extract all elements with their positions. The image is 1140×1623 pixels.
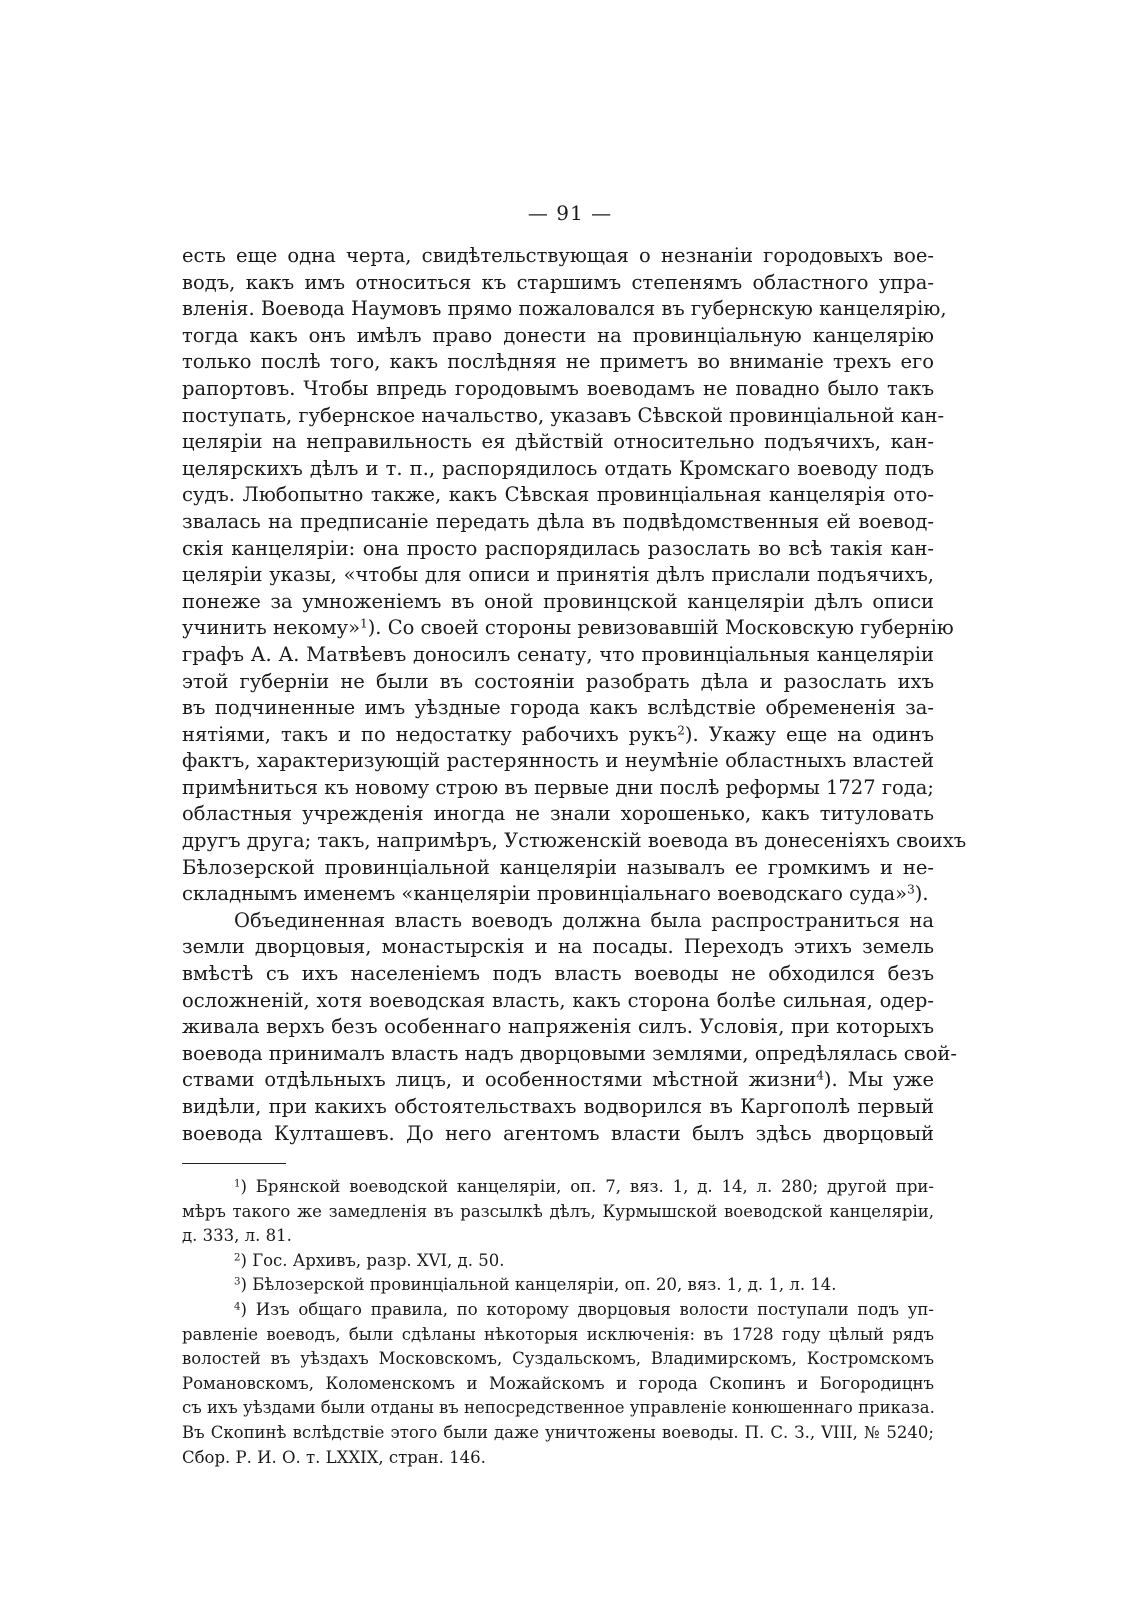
body-line: водъ, какъ имъ относиться къ старшимъ степенямъ областного упра-: [182, 270, 934, 294]
footnote-line: $^4$) Изъ общаго правила, по которому дворцовыя волости поступали подъ уп-: [234, 1299, 934, 1319]
footnote-line: $^3$) Бѣлозерской провинціальной канцеляріи, оп. 20, вяз. 1, д. 1, л. 14.: [234, 1275, 837, 1295]
footnote-number: 1: [234, 1178, 241, 1190]
body-line: видѣли, при какихъ обстоятельствахъ водворился въ Каргополѣ первый: [182, 1095, 934, 1118]
body-line: этой губерніи не были въ состояніи разобрать дѣла и разослать ихъ: [182, 669, 934, 693]
body-line: вмѣстѣ съ ихъ населеніемъ подъ власть воеводы не обходился безъ: [182, 962, 934, 986]
body-line: воевода принималъ власть надъ дворцовыми землями, опредѣлялась свой-: [182, 1041, 957, 1065]
body-line: скія канцеляріи: она просто распорядилась разослать во всѣ такія кан-: [182, 536, 934, 560]
body-line: вленія. Воевода Наумовъ прямо пожаловался въ губернскую канцелярію,: [182, 297, 947, 321]
body-line: рапортовъ. Чтобы впредь городовымъ воеводамъ не повадно было такъ: [182, 376, 934, 400]
body-line: тогда какъ онъ имѣлъ право донести на провинціальную канцелярію: [182, 323, 934, 347]
footnote-line: мѣръ такого же замедленія въ разсылкѣ дѣлъ, Курмышской воеводской канцеляріи,: [182, 1201, 934, 1221]
body-line: целярскихъ дѣлъ и т. п., распорядилось отдать Кромскаго воеводу подъ: [182, 456, 934, 480]
body-line: другъ друга; такъ, напримѣръ, Устюженскій воевода въ донесеніяхъ своихъ: [182, 829, 967, 853]
body-line: учинить некому»$^1$). Со своей стороны ревизовавшій Московскую губернію: [182, 616, 954, 640]
body-line: складнымъ именемъ «канцеляріи провинціальнаго воеводскаго суда»$^3$).: [182, 882, 929, 906]
footnote-line: $^2$) Гос. Архивъ, разр. XVI, д. 50.: [234, 1250, 505, 1270]
footnote-marker: 4: [816, 1068, 824, 1083]
body-line: поступать, губернское начальство, указавъ Сѣвской провинціальной кан-: [182, 403, 945, 427]
footnote-line: Въ Скопинѣ вслѣдствіе этого были даже уничтожены воеводы. П. С. З., VIII, № 5240;: [182, 1422, 934, 1442]
body-line: только послѣ того, какъ послѣдняя не приметъ во вниманіе трехъ его: [182, 350, 934, 374]
body-line: нятіями, такъ и по недостатку рабочихъ рукъ$^2$). Укажу еще на одинъ: [182, 722, 934, 746]
body-line: воевода Култашевъ. До него агентомъ власти былъ здѣсь дворцовый: [182, 1121, 934, 1145]
footnote-separator: [182, 1163, 286, 1164]
footnote-number: 4: [234, 1301, 241, 1313]
body-line: понеже за умноженіемъ въ оной провинцской канцеляріи дѣлъ описи: [182, 589, 934, 613]
body-line: областныя учрежденія иногда не знали хорошенько, какъ титуловать: [182, 802, 934, 826]
body-line: ствами отдѣльныхъ лицъ, и особенностями мѣстной жизни$^4$). Мы уже: [182, 1068, 934, 1092]
body-line: въ подчиненные имъ уѣздные города какъ вслѣдствіе обремененія за-: [182, 696, 934, 720]
body-line: примѣниться къ новому строю въ первые дни послѣ реформы 1727 года;: [182, 775, 934, 799]
body-line: звалась на предписаніе передать дѣла въ подвѣдомственныя ей воевод-: [182, 509, 934, 533]
footnote-line: волостей въ уѣздахъ Московскомъ, Суздальскомъ, Владимирскомъ, Костромскомъ: [182, 1349, 934, 1369]
body-line: Объединенная власть воеводъ должна была распространиться на: [234, 908, 934, 932]
footnote-marker: 1: [360, 616, 368, 631]
body-line: целяріи указы, «чтобы для описи и принятія дѣлъ прислали подъячихъ,: [182, 563, 934, 587]
body-line: графъ А. А. Матвѣевъ доносилъ сенату, что провинціальныя канцеляріи: [182, 642, 934, 666]
page-number: — 91 —: [527, 201, 613, 225]
footnote-line: Романовскомъ, Коломенскомъ и Можайскомъ и города Скопинъ и Богородицнъ: [182, 1373, 934, 1393]
footnote-line: д. 333, л. 81.: [182, 1226, 292, 1246]
body-line: фактъ, характеризующій растерянность и неумѣніе областныхъ властей: [182, 749, 934, 773]
body-line: осложненій, хотя воеводская власть, какъ сторона болѣе сильная, одер-: [182, 988, 934, 1012]
footnote-line: равленіе воеводъ, были сдѣланы нѣкоторыя исключенія: въ 1728 году цѣлый рядъ: [182, 1324, 934, 1344]
footnote-line: съ ихъ уѣздами были отданы въ непосредственное управленіе конюшеннаго приказа.: [182, 1398, 935, 1418]
footnote-line: Сбор. Р. И. О. т. LXXIX, стран. 146.: [182, 1447, 486, 1467]
footnote-marker: 2: [677, 723, 685, 738]
body-line: живала верхъ безъ особеннаго напряженія силъ. Условія, при которыхъ: [182, 1015, 934, 1039]
body-text: [182, 243, 967, 1147]
footnotes: [182, 1175, 934, 1470]
body-line: есть еще одна черта, свидѣтельствующая о незнаніи городовыхъ вое-: [182, 244, 934, 267]
body-line: земли дворцовыя, монастырскія и на посады. Переходъ этихъ земель: [182, 935, 934, 959]
footnote-marker: 3: [907, 882, 915, 897]
body-line: судъ. Любопытно также, какъ Сѣвская провинціальная канцелярія ото-: [182, 483, 934, 507]
footnote-number: 3: [234, 1276, 241, 1288]
footnote-number: 2: [234, 1252, 241, 1264]
footnote-line: $^1$) Брянской воеводской канцеляріи, оп. 7, вяз. 1, д. 14, л. 280; другой при-: [234, 1177, 934, 1196]
body-line: целяріи на неправильность ея дѣйствій относительно подъячихъ, кан-: [182, 430, 934, 454]
body-line: Бѣлозерской провинціальной канцеляріи называлъ ее громкимъ и не-: [182, 855, 934, 879]
